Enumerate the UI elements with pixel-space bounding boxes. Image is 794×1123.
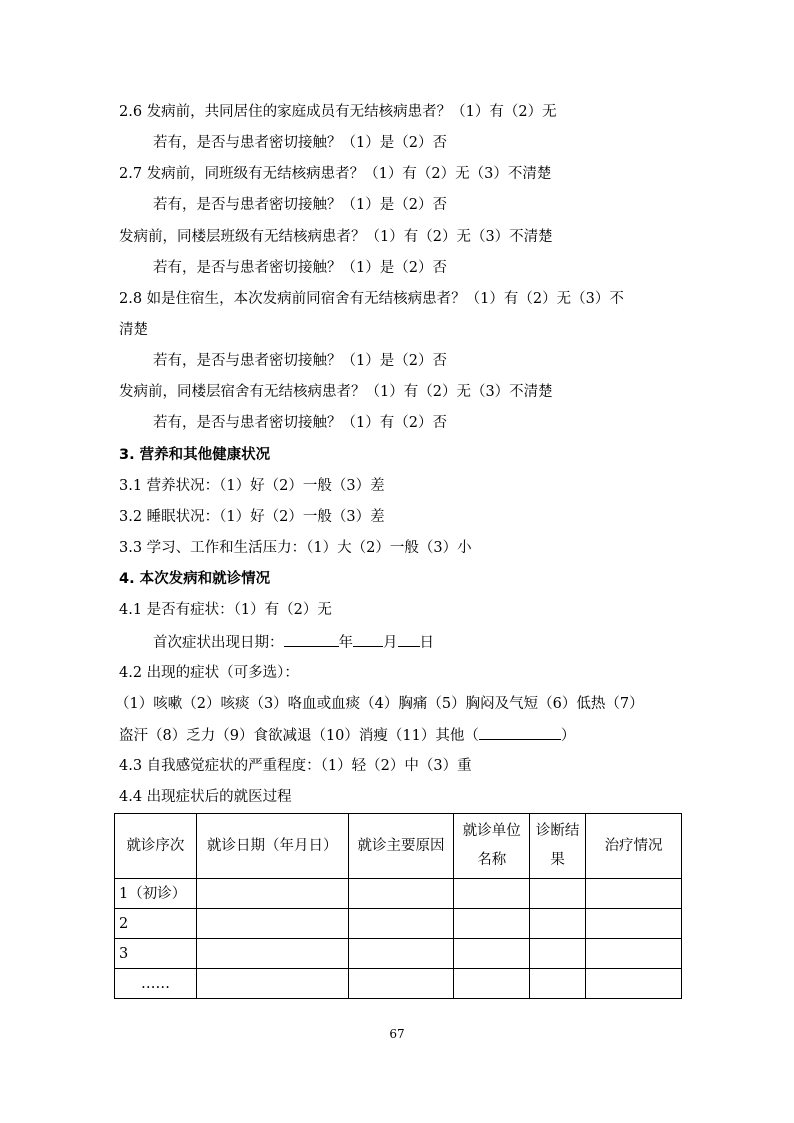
table-cell[interactable] <box>196 879 348 909</box>
row-label: 3 <box>115 939 197 969</box>
question-4-3: 4.3 自我感觉症状的严重程度：（1）轻（2）中（3）重 <box>119 758 472 774</box>
table-cell[interactable] <box>530 969 586 999</box>
question-2-7: 2.7 发病前，同班级有无结核病患者？（1）有（2）无（3）不清楚 <box>119 166 552 182</box>
table-cell[interactable] <box>454 969 530 999</box>
table-cell[interactable] <box>196 939 348 969</box>
symptom-options-line-2 <box>119 725 575 746</box>
symptom-date-row <box>153 632 434 653</box>
table-cell[interactable] <box>454 939 530 969</box>
table-row <box>115 939 682 969</box>
question-2-7-floor-followup: 若有，是否与患者密切接触？（1）是（2）否 <box>153 260 447 276</box>
table-cell[interactable] <box>586 909 682 939</box>
table-cell[interactable] <box>530 939 586 969</box>
row-label: 1（初诊） <box>115 879 197 909</box>
section-4-heading: 4. 本次发病和就诊情况 <box>119 571 271 587</box>
table-row <box>115 969 682 999</box>
table-row <box>115 879 682 909</box>
month-label: 月 <box>383 635 398 651</box>
header-visit-order: 就诊序次 <box>115 814 197 879</box>
question-3-1: 3.1 营养状况：（1）好（2）一般（3）差 <box>119 478 385 494</box>
question-2-8-floor: 发病前，同楼层宿舍有无结核病患者？（1）有（2）无（3）不清楚 <box>119 384 553 400</box>
table-cell[interactable] <box>586 939 682 969</box>
question-2-6: 2.6 发病前，共同居住的家庭成员有无结核病患者？（1）有（2）无 <box>119 104 557 120</box>
question-2-8-continued: 清楚 <box>119 322 148 338</box>
table-cell[interactable] <box>348 909 454 939</box>
question-3-3: 3.3 学习、工作和生活压力：（1）大（2）一般（3）小 <box>119 540 472 556</box>
table-cell[interactable] <box>586 879 682 909</box>
year-label: 年 <box>338 635 353 651</box>
question-2-7-floor: 发病前，同楼层班级有无结核病患者？（1）有（2）无（3）不清楚 <box>119 229 553 245</box>
table-cell[interactable] <box>454 879 530 909</box>
header-diagnosis: 诊断结果 <box>530 814 586 879</box>
symptom-options-line-1: （1）咳嗽（2）咳痰（3）咯血或血痰（4）胸痛（5）胸闷及气短（6）低热（7） <box>115 696 644 712</box>
header-visit-unit: 就诊单位名称 <box>454 814 530 879</box>
day-blank[interactable] <box>398 632 420 647</box>
month-blank[interactable] <box>353 632 383 647</box>
table-header-row <box>115 814 682 879</box>
table-row <box>115 909 682 939</box>
table-cell[interactable] <box>348 879 454 909</box>
table-cell[interactable] <box>530 909 586 939</box>
table-cell[interactable] <box>586 969 682 999</box>
question-2-6-followup: 若有，是否与患者密切接触？（1）是（2）否 <box>153 135 447 151</box>
question-2-8-followup: 若有，是否与患者密切接触？（1）是（2）否 <box>153 353 447 369</box>
table-cell[interactable] <box>348 969 454 999</box>
other-symptom-blank[interactable] <box>479 725 561 740</box>
table-cell[interactable] <box>530 879 586 909</box>
symptom-options-text: 盗汗（8）乏力（9）食欲减退（10）消瘦（11）其他（ <box>119 728 479 744</box>
close-paren: ） <box>560 728 576 744</box>
visit-history-table <box>114 813 682 999</box>
table-cell[interactable] <box>196 969 348 999</box>
row-label: …… <box>115 969 197 999</box>
table-cell[interactable] <box>196 909 348 939</box>
question-3-2: 3.2 睡眠状况：（1）好（2）一般（3）差 <box>119 509 385 525</box>
row-label: 2 <box>115 909 197 939</box>
table-cell[interactable] <box>454 909 530 939</box>
question-2-7-followup: 若有，是否与患者密切接触？（1）是（2）否 <box>153 197 447 213</box>
symptom-date-label: 首次症状出现日期： <box>153 635 284 651</box>
section-3-heading: 3. 营养和其他健康状况 <box>119 447 271 463</box>
question-4-4: 4.4 出现症状后的就医过程 <box>119 789 292 805</box>
day-label: 日 <box>419 635 434 651</box>
question-4-2: 4.2 出现的症状（可多选）： <box>119 665 299 681</box>
header-visit-reason: 就诊主要原因 <box>348 814 454 879</box>
table-cell[interactable] <box>348 939 454 969</box>
question-4-1: 4.1 是否有症状：（1）有（2）无 <box>119 602 332 618</box>
page-number: 67 <box>389 1027 405 1041</box>
header-treatment: 治疗情况 <box>586 814 682 879</box>
question-2-8: 2.8 如是住宿生，本次发病前同宿舍有无结核病患者？（1）有（2）无（3）不 <box>119 291 624 307</box>
header-visit-date: 就诊日期（年月日） <box>196 814 348 879</box>
year-blank[interactable] <box>284 632 339 647</box>
question-2-8-floor-followup: 若有，是否与患者密切接触？（1）有（2）否 <box>153 415 447 431</box>
